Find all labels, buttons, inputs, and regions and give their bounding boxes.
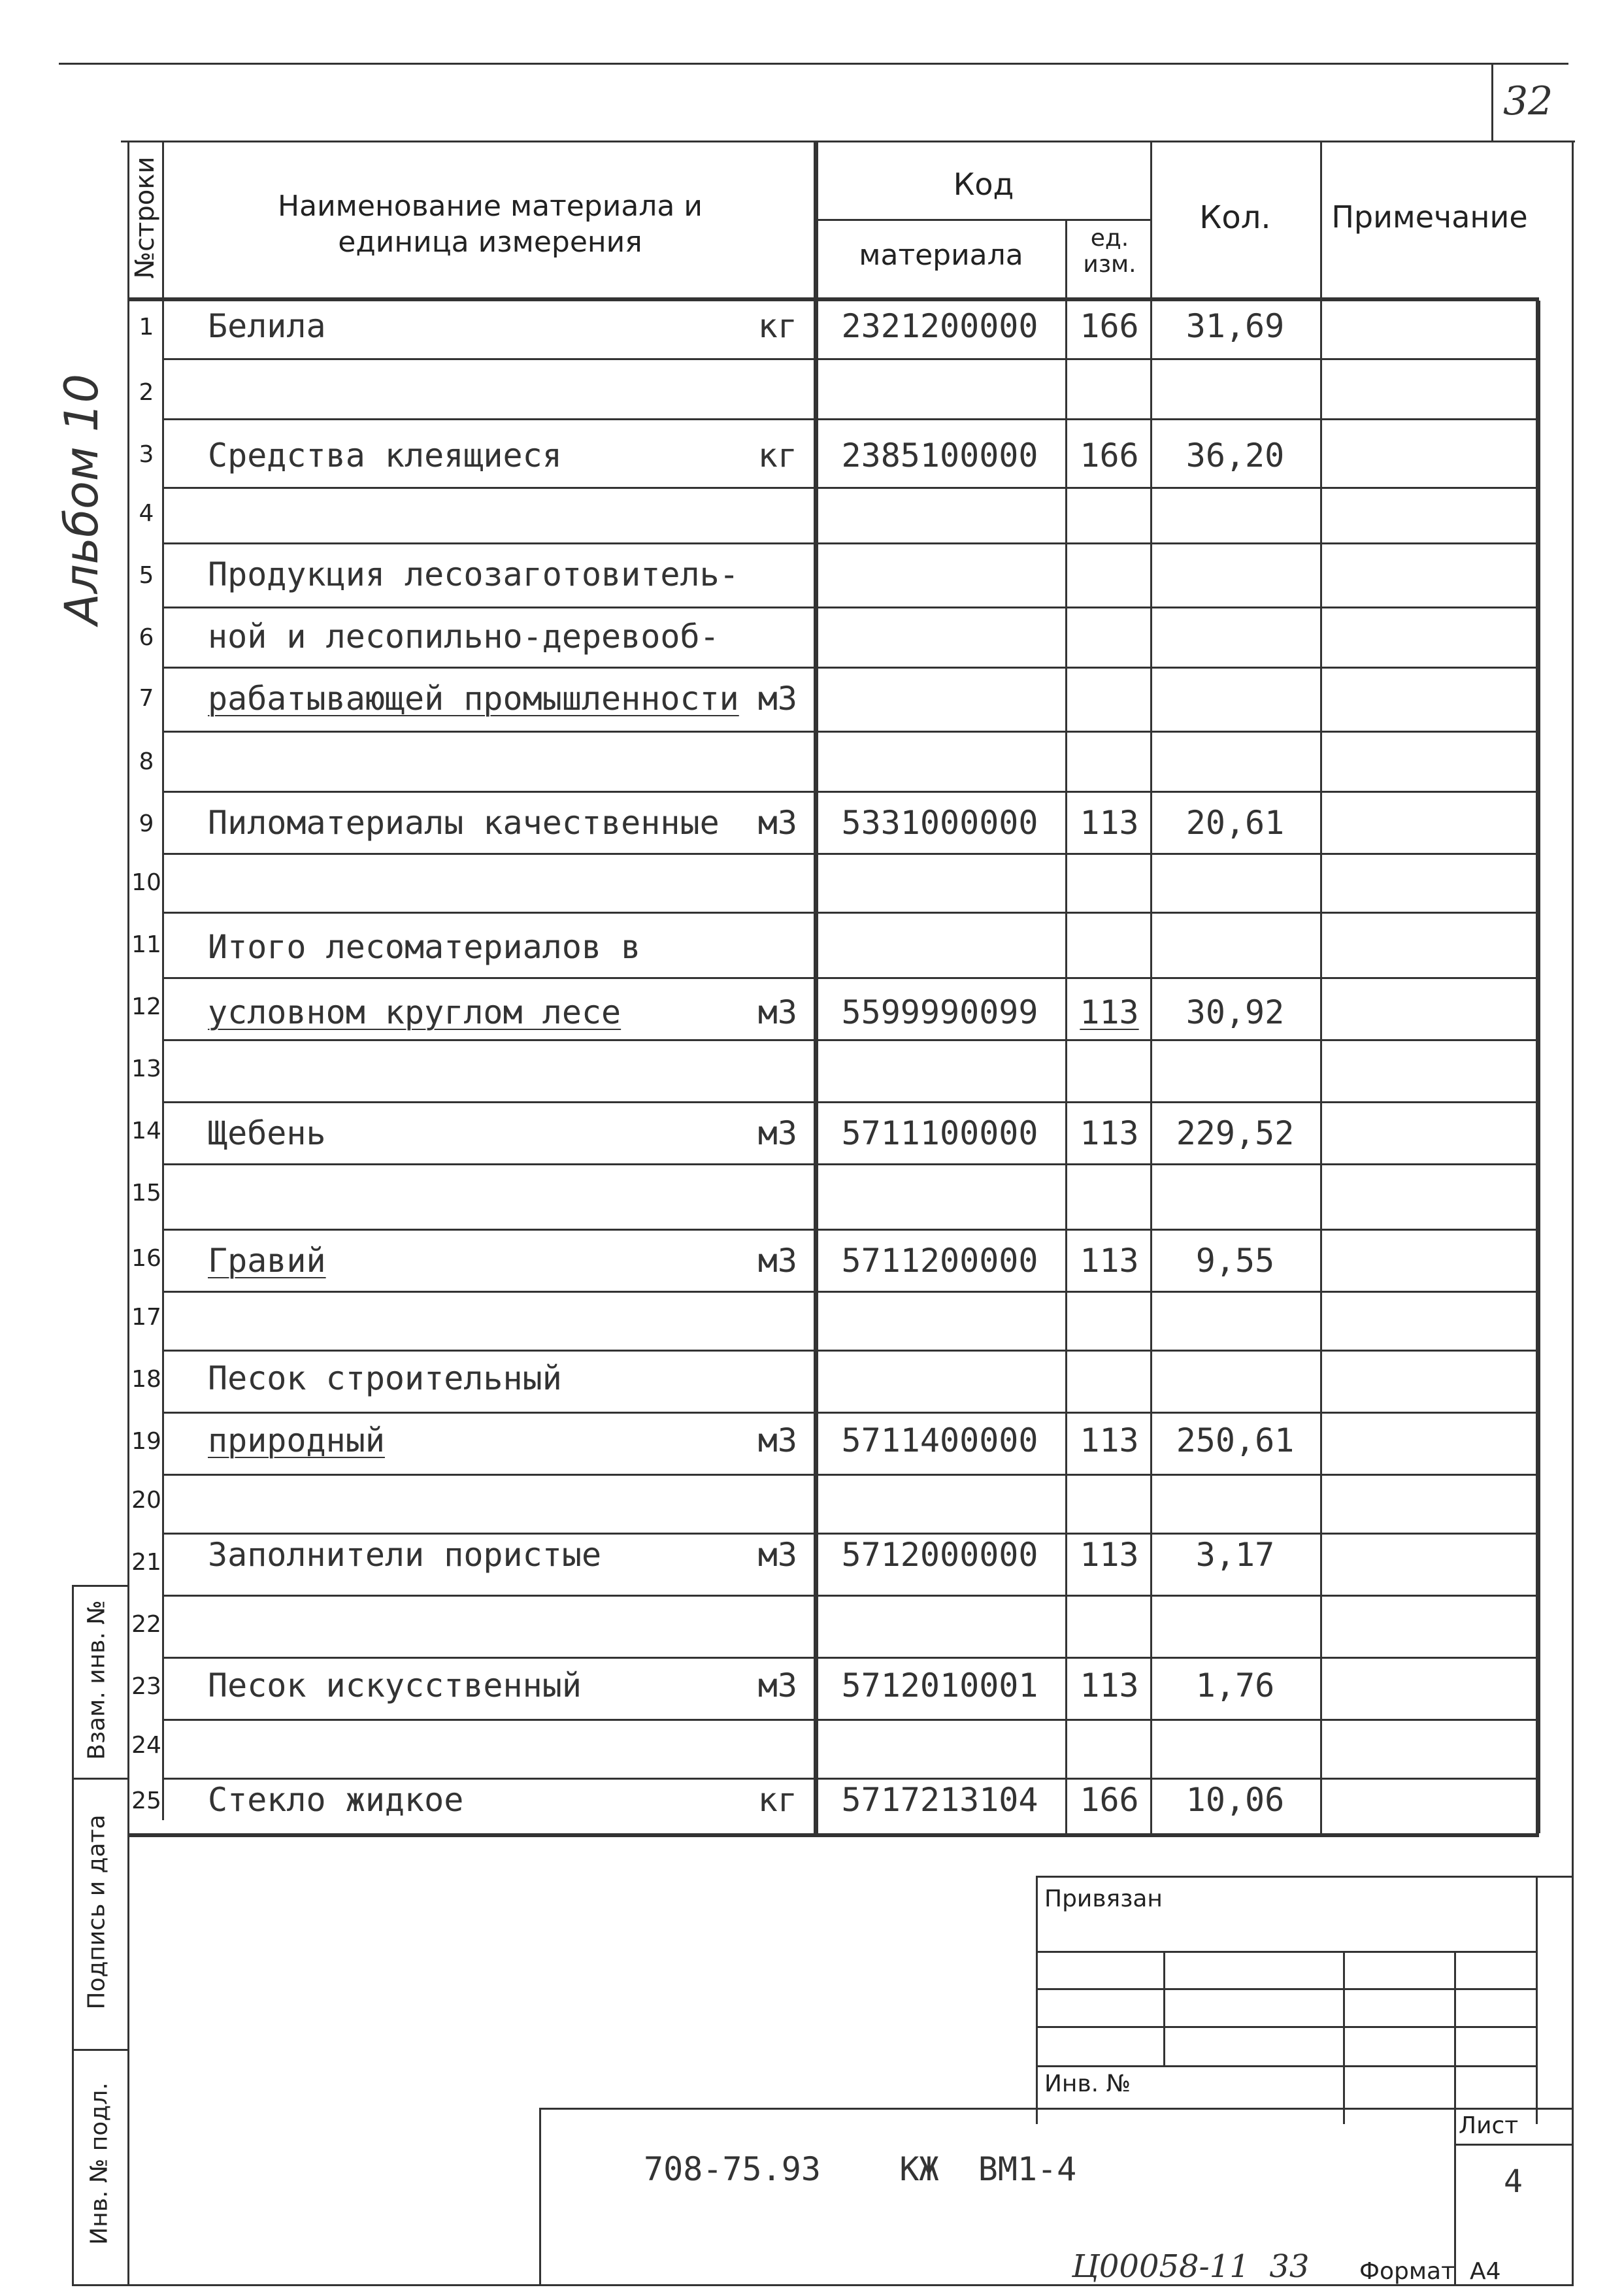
quantity: 3,17 xyxy=(1195,1536,1275,1574)
material-name: Белила xyxy=(208,307,326,345)
privyazan-label: Привязан xyxy=(1044,1886,1163,1912)
sheet-number: 4 xyxy=(1504,2163,1523,2200)
row-number: 12 xyxy=(131,993,161,1020)
material-name: Песок искусственный xyxy=(208,1667,582,1704)
row-number: 7 xyxy=(139,685,154,712)
row-number: 4 xyxy=(139,500,154,527)
material-unit: м3 xyxy=(757,680,797,718)
sheet-label: Лист xyxy=(1459,2112,1519,2139)
quantity: 20,61 xyxy=(1185,804,1285,842)
quantity: 250,61 xyxy=(1176,1421,1295,1459)
row-number: 14 xyxy=(131,1118,161,1144)
material-code: 2321200000 xyxy=(841,307,1038,345)
material-unit: кг xyxy=(757,307,797,345)
material-unit: м3 xyxy=(757,804,797,842)
material-unit: м3 xyxy=(757,1667,797,1704)
material-code: 5712010001 xyxy=(841,1667,1038,1704)
row-number: 18 xyxy=(131,1366,161,1393)
inv-number-label: Инв. № xyxy=(1044,2070,1131,2097)
unit-code: 113 xyxy=(1080,1114,1139,1152)
material-unit: м3 xyxy=(757,1421,797,1459)
row-number: 3 xyxy=(139,441,154,468)
material-code: 5711200000 xyxy=(841,1242,1038,1280)
unit-code: 113 xyxy=(1080,1421,1139,1459)
row-number: 21 xyxy=(131,1549,161,1576)
material-code: 2385100000 xyxy=(841,437,1038,474)
archive-number-handwritten: Ц00058-11 33 xyxy=(1072,2248,1310,2285)
header-quantity: Кол. xyxy=(1199,199,1271,236)
material-unit: м3 xyxy=(757,1536,797,1574)
header-note: Примечание xyxy=(1331,199,1528,235)
material-name: Итого лесоматериалов в xyxy=(208,928,641,966)
material-name: условном круглом лесе xyxy=(208,993,621,1031)
material-name: Средства клеящиеся xyxy=(208,437,562,474)
header-code: Код xyxy=(953,167,1014,202)
row-number: 1 xyxy=(139,314,154,341)
unit-code: 166 xyxy=(1080,307,1139,345)
unit-code: 166 xyxy=(1080,1781,1139,1819)
quantity: 229,52 xyxy=(1176,1114,1295,1152)
quantity: 36,20 xyxy=(1185,437,1285,474)
material-name: Щебень xyxy=(208,1114,326,1152)
row-number: 23 xyxy=(131,1673,161,1700)
row-number: 5 xyxy=(139,562,154,589)
material-unit: м3 xyxy=(757,1242,797,1280)
material-name: природный xyxy=(208,1421,385,1459)
material-code: 5712000000 xyxy=(841,1536,1038,1574)
material-code: 5711400000 xyxy=(841,1421,1038,1459)
header-name-line1: Наименование материала и xyxy=(278,190,703,223)
quantity: 31,69 xyxy=(1185,307,1285,345)
material-name: Гравий xyxy=(208,1242,326,1280)
row-number: 11 xyxy=(131,931,161,958)
header-name-line2: единица измерения xyxy=(338,225,642,259)
material-name: Песок строительный xyxy=(208,1359,562,1397)
unit-code: 113 xyxy=(1080,993,1139,1031)
material-unit: м3 xyxy=(757,993,797,1031)
side-stamp-podpis: Подпись и дата xyxy=(83,1814,110,2010)
quantity: 10,06 xyxy=(1185,1781,1285,1819)
unit-code: 113 xyxy=(1080,804,1139,842)
quantity: 1,76 xyxy=(1195,1667,1275,1704)
row-number: 10 xyxy=(131,869,161,896)
material-code: 5717213104 xyxy=(841,1781,1038,1819)
row-number: 15 xyxy=(131,1180,161,1206)
material-code: 5711100000 xyxy=(841,1114,1038,1152)
row-number: 2 xyxy=(139,379,154,406)
material-name: Заполнители пористые xyxy=(208,1536,602,1574)
material-name: Пиломатериалы качественные xyxy=(208,804,720,842)
row-number: 25 xyxy=(131,1787,161,1814)
album-note: Альбом 10 xyxy=(55,373,108,625)
quantity: 30,92 xyxy=(1185,993,1285,1031)
material-name: рабатывающей промышленности xyxy=(208,680,739,718)
header-row-number: №строки xyxy=(130,156,160,279)
row-number: 13 xyxy=(131,1056,161,1082)
material-code: 5599990099 xyxy=(841,993,1038,1031)
row-number: 22 xyxy=(131,1611,161,1638)
material-unit: кг xyxy=(757,437,797,474)
quantity: 9,55 xyxy=(1195,1242,1275,1280)
header-code-material: материала xyxy=(859,239,1023,272)
row-number: 24 xyxy=(131,1732,161,1759)
material-name: Продукция лесозаготовитель- xyxy=(208,556,739,593)
format-label: Формат А4 xyxy=(1359,2258,1501,2285)
material-code: 5331000000 xyxy=(841,804,1038,842)
unit-code: 113 xyxy=(1080,1536,1139,1574)
unit-code: 166 xyxy=(1080,437,1139,474)
unit-code: 113 xyxy=(1080,1242,1139,1280)
unit-code: 113 xyxy=(1080,1667,1139,1704)
row-number: 20 xyxy=(131,1487,161,1514)
row-number: 19 xyxy=(131,1428,161,1455)
row-number: 17 xyxy=(131,1304,161,1331)
material-unit: м3 xyxy=(757,1114,797,1152)
material-name: Стекло жидкое xyxy=(208,1781,464,1819)
header-code-unit: ед. изм. xyxy=(1083,225,1136,278)
material-unit: кг xyxy=(757,1781,797,1819)
row-number: 16 xyxy=(131,1245,161,1272)
material-name: ной и лесопильно-деревооб- xyxy=(208,618,720,656)
row-number: 8 xyxy=(139,748,154,775)
document-code: 708-75.93 КЖ ВМ1-4 xyxy=(644,2150,1077,2188)
row-number: 6 xyxy=(139,624,154,651)
side-stamp-vzam: Взам. инв. № xyxy=(83,1600,110,1760)
side-stamp-inv-podl: Инв. № подл. xyxy=(86,2082,113,2245)
row-number: 9 xyxy=(139,810,154,837)
page-number: 32 xyxy=(1503,78,1553,124)
